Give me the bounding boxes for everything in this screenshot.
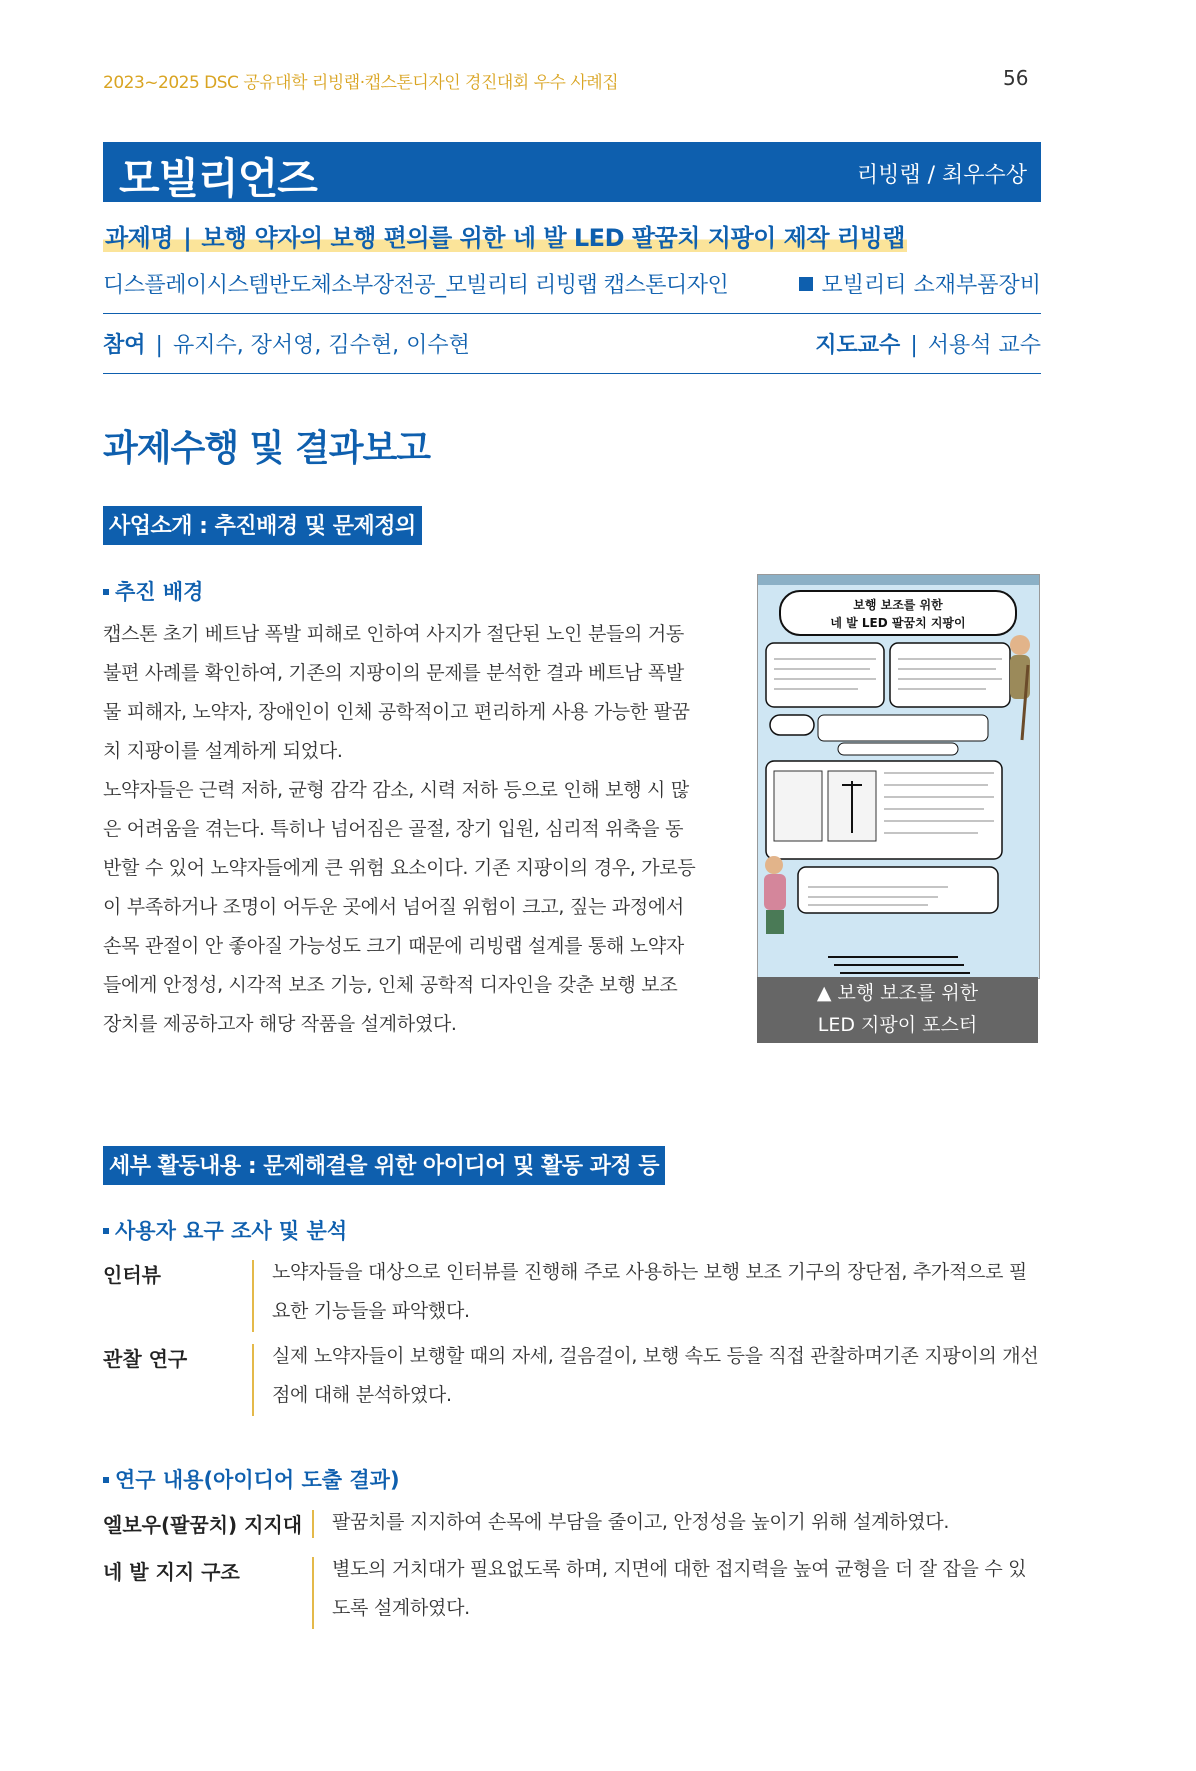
activity-subhead: 세부 활동내용 : 문제해결을 위한 아이디어 및 활동 과정 등	[103, 1146, 665, 1185]
square-icon	[799, 277, 813, 291]
intro-bullet: 추진 배경	[103, 576, 203, 606]
bullet-icon	[103, 1228, 109, 1234]
row-divider	[312, 1557, 314, 1629]
row-text-interview: 노약자들을 대상으로 인터뷰를 진행해 주로 사용하는 보행 보조 기구의 장단점, 추가적으로 필요한 기능들을 파악했다.	[272, 1261, 1027, 1322]
intro-paragraph-1: 캡스톤 초기 베트남 폭발 피해로 인하여 사지가 절단된 노인 분들의 거동 불편 사례를 확인하여, 기존의 지팡이의 문제를 분석한 결과 베트남 폭발물 피해자, 노약자, 장애인이 인체 공학적이고 편리하게 사용 가능한 팔꿈치 지팡이를 설계하게 되었다.	[103, 623, 690, 762]
section-title: 과제수행 및 결과보고	[103, 428, 431, 469]
row-label-observation: 관찰 연구	[103, 1347, 188, 1371]
svg-text:보행 보조를 위한: 보행 보조를 위한	[853, 598, 943, 612]
poster-caption: ▲ 보행 보조를 위한 LED 지팡이 포스터	[757, 977, 1038, 1043]
bullet-icon	[103, 589, 109, 595]
activity-bullet-1: 사용자 요구 조사 및 분석	[103, 1215, 347, 1245]
bullet-icon	[103, 1477, 109, 1483]
poster-image	[757, 574, 1040, 979]
members: 참여 | 유지수, 장서영, 김수현, 이수현	[103, 333, 470, 358]
project-title: 보행 약자의 보행 편의를 위한 네 발 LED 팔꿈치 지팡이 제작 리빙랩	[201, 224, 905, 252]
advisor: 지도교수 | 서용석 교수	[815, 333, 1041, 358]
row-label-four-leg: 네 발 지지 구조	[103, 1560, 240, 1584]
intro-paragraph-2: 노약자들은 근력 저하, 균형 감각 감소, 시력 저하 등으로 인해 보행 시 많은 어려움을 겪는다. 특히나 넘어짐은 골절, 장기 입원, 심리적 위축을 동반할 수 있어 노약자들에게 큰 위험 요소이다. 기존 지팡이의 경우, 가로등이 부족하거나 조명이 어두운 곳에서 넘어질 위험이 크고, 짚는 과정에서 손목 관절이 안 좋아질 가능성도 크기 때문에 리빙랩 설계를 통해 노약자들에게 안정성, 시각적 보조 기능, 인체 공학적 디자인을 갖춘 보행 보조 장치를 제공하고자 해당 작품을 설계하였다.	[103, 779, 696, 1035]
project-label: 과제명	[105, 224, 174, 252]
row-divider	[252, 1344, 254, 1416]
activity-bullet-2: 연구 내용(아이디어 도출 결과)	[103, 1464, 400, 1494]
running-head: 2023~2025 DSC 공유대학 리빙랩·캡스톤디자인 경진대회 우수 사례집	[103, 73, 619, 93]
department: 디스플레이시스템반도체소부장전공_모빌리티 리빙랩 캡스톤디자인	[103, 273, 729, 298]
intro-subhead: 사업소개 : 추진배경 및 문제정의	[103, 506, 422, 545]
divider-top	[103, 313, 1041, 314]
row-divider	[312, 1510, 314, 1538]
row-divider	[252, 1260, 254, 1332]
row-label-interview: 인터뷰	[103, 1263, 161, 1287]
title-bar	[103, 142, 1041, 202]
field-label: 모빌리티 소재부품장비	[799, 268, 1041, 299]
team-name: 모빌리언즈	[119, 154, 317, 203]
row-text-four-leg: 별도의 거치대가 필요없도록 하며, 지면에 대한 접지력을 높여 균형을 더 잘 잡을 수 있도록 설계하였다.	[332, 1558, 1027, 1619]
row-text-observation: 실제 노약자들이 보행할 때의 자세, 걸음걸이, 보행 속도 등을 직접 관찰하며기존 지팡이의 개선점에 대해 분석하였다.	[272, 1345, 1039, 1406]
row-label-elbow: 엘보우(팔꿈치) 지지대	[103, 1513, 303, 1537]
row-text-elbow: 팔꿈치를 지지하여 손목에 부담을 줄이고, 안정성을 높이기 위해 설계하였다.	[332, 1511, 950, 1533]
divider-bottom	[103, 373, 1041, 374]
project-title-line: 과제명 | 보행 약자의 보행 편의를 위한 네 발 LED 팔꿈치 지팡이 제작 리빙랩	[105, 224, 905, 252]
svg-text:네 발 LED 팔꿈치 지팡이: 네 발 LED 팔꿈치 지팡이	[830, 616, 966, 630]
award-label: 리빙랩 / 최우수상	[856, 163, 1027, 188]
page-number: 56	[1003, 66, 1029, 90]
